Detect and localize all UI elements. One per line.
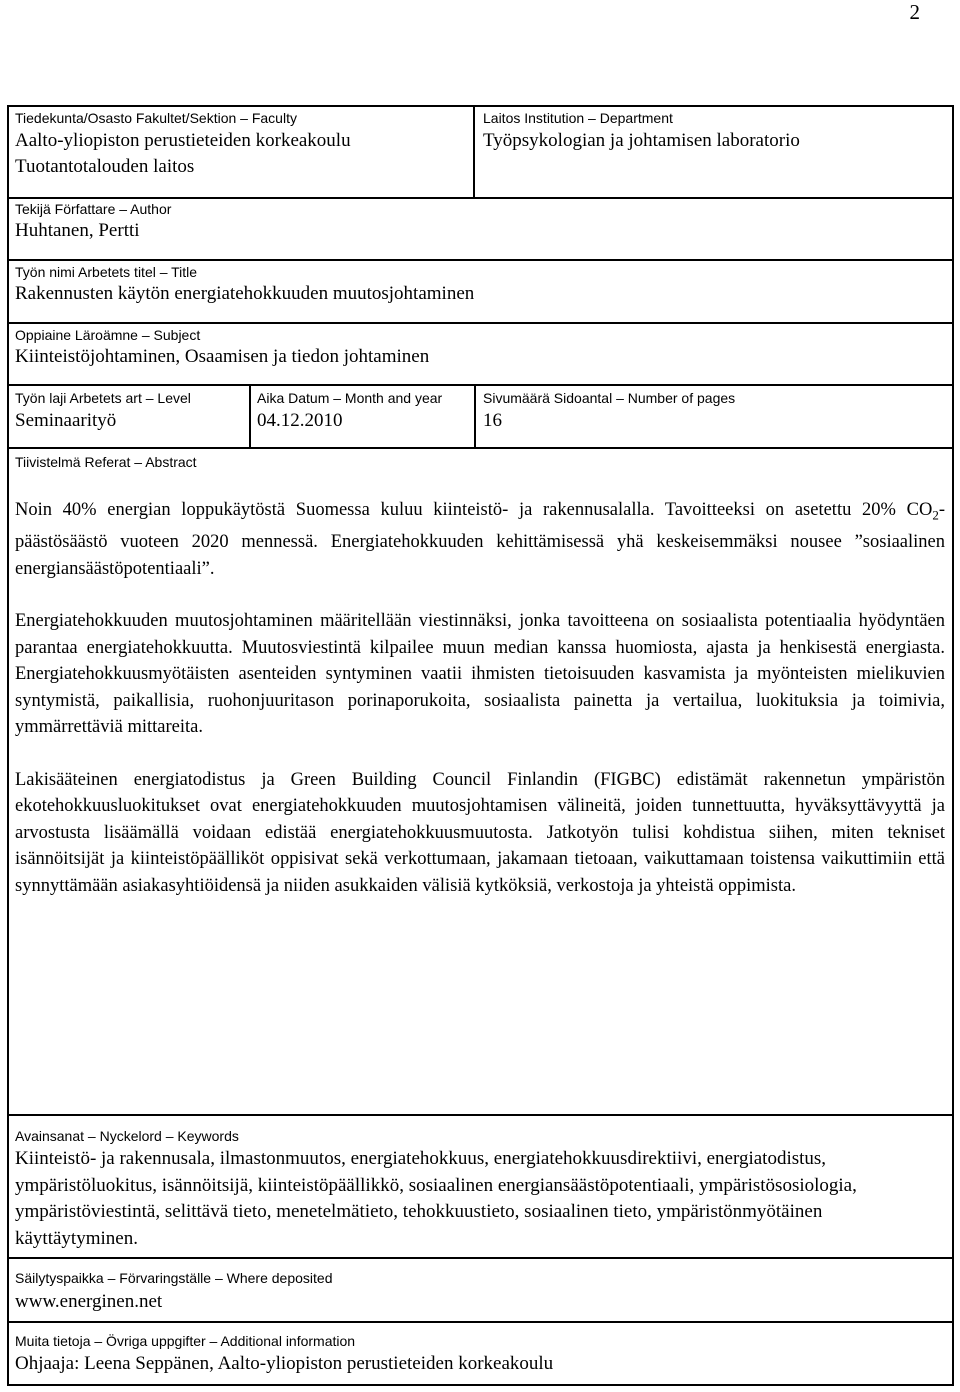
abstract-paragraph-3: Lakisääteinen energiatodistus ja Green Building Council Finlandin (FIGBC) edistämät rakennetun ympäristön ekotehokkuusluokitukset ovat energiatehokkuuden muutosjohtamisen välineitä, joiden tunnettuutta, hyväksyttävyyttä ja arvostusta lisäämällä voidaan edistää energiatehokkuusmuutosta. Jatkotyön tulisi kohdistua siihen, miten tekniset isännöitsijät ja kiinteistöpäälliköt oppisivat sekä verkottumaan, jakamaan tietoaan, vaikuttamaan toistensa vaikuttimiin että synnyttämään asiakasyhtiöidensä ja niiden asukkaiden välisiä kytköksiä, verkostoja ja yhteistä oppimista.: [15, 769, 945, 896]
thesis-abstract-form: [7, 105, 954, 1386]
abstract-paragraph-1: Noin 40% energian loppukäytöstä Suomessa kuluu kiinteistö- ja rakennusalalla. Tavoitteeksi on asetettu 20% $CO_2$-päästösäästö vuoteen 2020 mennessä. Energiatehokkuuden kehittämisessä yhä keskeisemmäksi nousee ”sosiaalinen energiansäästöpotentiaali”.: [15, 500, 945, 579]
additional-value: Ohjaaja: Leena Seppänen, Aalto-yliopiston perustieteiden korkeakoulu: [15, 1353, 554, 1374]
subject-label: Oppiaine Läroämne – Subject: [15, 327, 201, 343]
divider-additional: [9, 1321, 952, 1323]
faculty-line-1: Aalto-yliopiston perustieteiden korkeakoulu: [15, 130, 351, 151]
keywords-value: Kiinteistö- ja rakennusala, ilmastonmuutos, energiatehokkuus, energiatehokkuusdirektiivi, energiatodistus, ympäristöluokitus, isännöitsijä, kiinteistöpäällikkö, sosiaalinen energiansäästöpotentiaali, ympäristösosiologia, ympäristöviestintä, selittävä tieto, menetelmätieto, tehokkuustieto, sosiaalinen tieto, ympäristönmyötäinen käyttäytyminen.: [15, 1148, 857, 1249]
department-label: Laitos Institution – Department: [483, 110, 673, 126]
keywords-label: Avainsanat – Nyckelord – Keywords: [15, 1128, 239, 1144]
page-number: 2: [909, 0, 920, 24]
abstract-label: Tiivistelmä Referat – Abstract: [15, 454, 197, 470]
department-value: Työpsykologian ja johtamisen laboratorio: [483, 130, 800, 151]
author-value: Huhtanen, Pertti: [15, 220, 140, 241]
pages-value: 16: [483, 410, 502, 431]
deposited-label: Säilytyspaikka – Förvaringställe – Where deposited: [15, 1270, 333, 1286]
divider-level: [9, 447, 952, 449]
abstract-body: [15, 497, 945, 925]
level-label: Työn laji Arbetets art – Level: [15, 390, 191, 406]
faculty-line-2: Tuotantotalouden laitos: [15, 156, 195, 177]
date-value: 04.12.2010: [257, 410, 343, 431]
divider-vertical-date: [249, 384, 251, 447]
faculty-label: Tiedekunta/Osasto Fakultet/Sektion – Faculty: [15, 110, 297, 126]
divider-vertical-pages: [474, 384, 476, 447]
title-value: Rakennusten käytön energiatehokkuuden muutosjohtaminen: [15, 283, 475, 304]
divider-author: [9, 259, 952, 261]
title-label: Työn nimi Arbetets titel – Title: [15, 264, 198, 280]
deposited-value: www.energinen.net: [15, 1291, 163, 1312]
divider-vertical-department: [473, 107, 475, 197]
abstract-paragraph-2: Energiatehokkuuden muutosjohtaminen määritellään viestinnäksi, jonka tavoitteena on sosiaalista potentiaalia hyödyntäen parantaa energiatehokkuutta. Muutosviestintä kilpailee muun median kanssa huomiosta, ajasta ja henkisestä energiasta. Energiatehokkuusmyötäisten asenteiden syntyminen vaatii ihmisten tietoisuuden kasvamista ja myönteisten mielikuvien syntymistä, paikallisia, ruohonjuuritason porinaporukoita, sosiaalista painetta ja vertailua, luokituksia ja toimivia, ymmärrettäviä mittareita.: [15, 611, 945, 738]
date-label: Aika Datum – Month and year: [257, 390, 443, 406]
author-label: Tekijä Författare – Author: [15, 201, 172, 217]
level-value: Seminaarityö: [15, 410, 117, 431]
divider-deposited: [9, 1257, 952, 1259]
divider-subject: [9, 384, 952, 386]
divider-keywords: [9, 1114, 952, 1116]
subject-value: Kiinteistöjohtaminen, Osaamisen ja tiedon johtaminen: [15, 346, 430, 367]
divider-title: [9, 322, 952, 324]
additional-label: Muita tietoja – Övriga uppgifter – Additional information: [15, 1333, 356, 1349]
co2-subscript: 2: [932, 507, 939, 523]
pages-label: Sivumäärä Sidoantal – Number of pages: [483, 390, 736, 406]
divider-faculty: [9, 197, 952, 199]
